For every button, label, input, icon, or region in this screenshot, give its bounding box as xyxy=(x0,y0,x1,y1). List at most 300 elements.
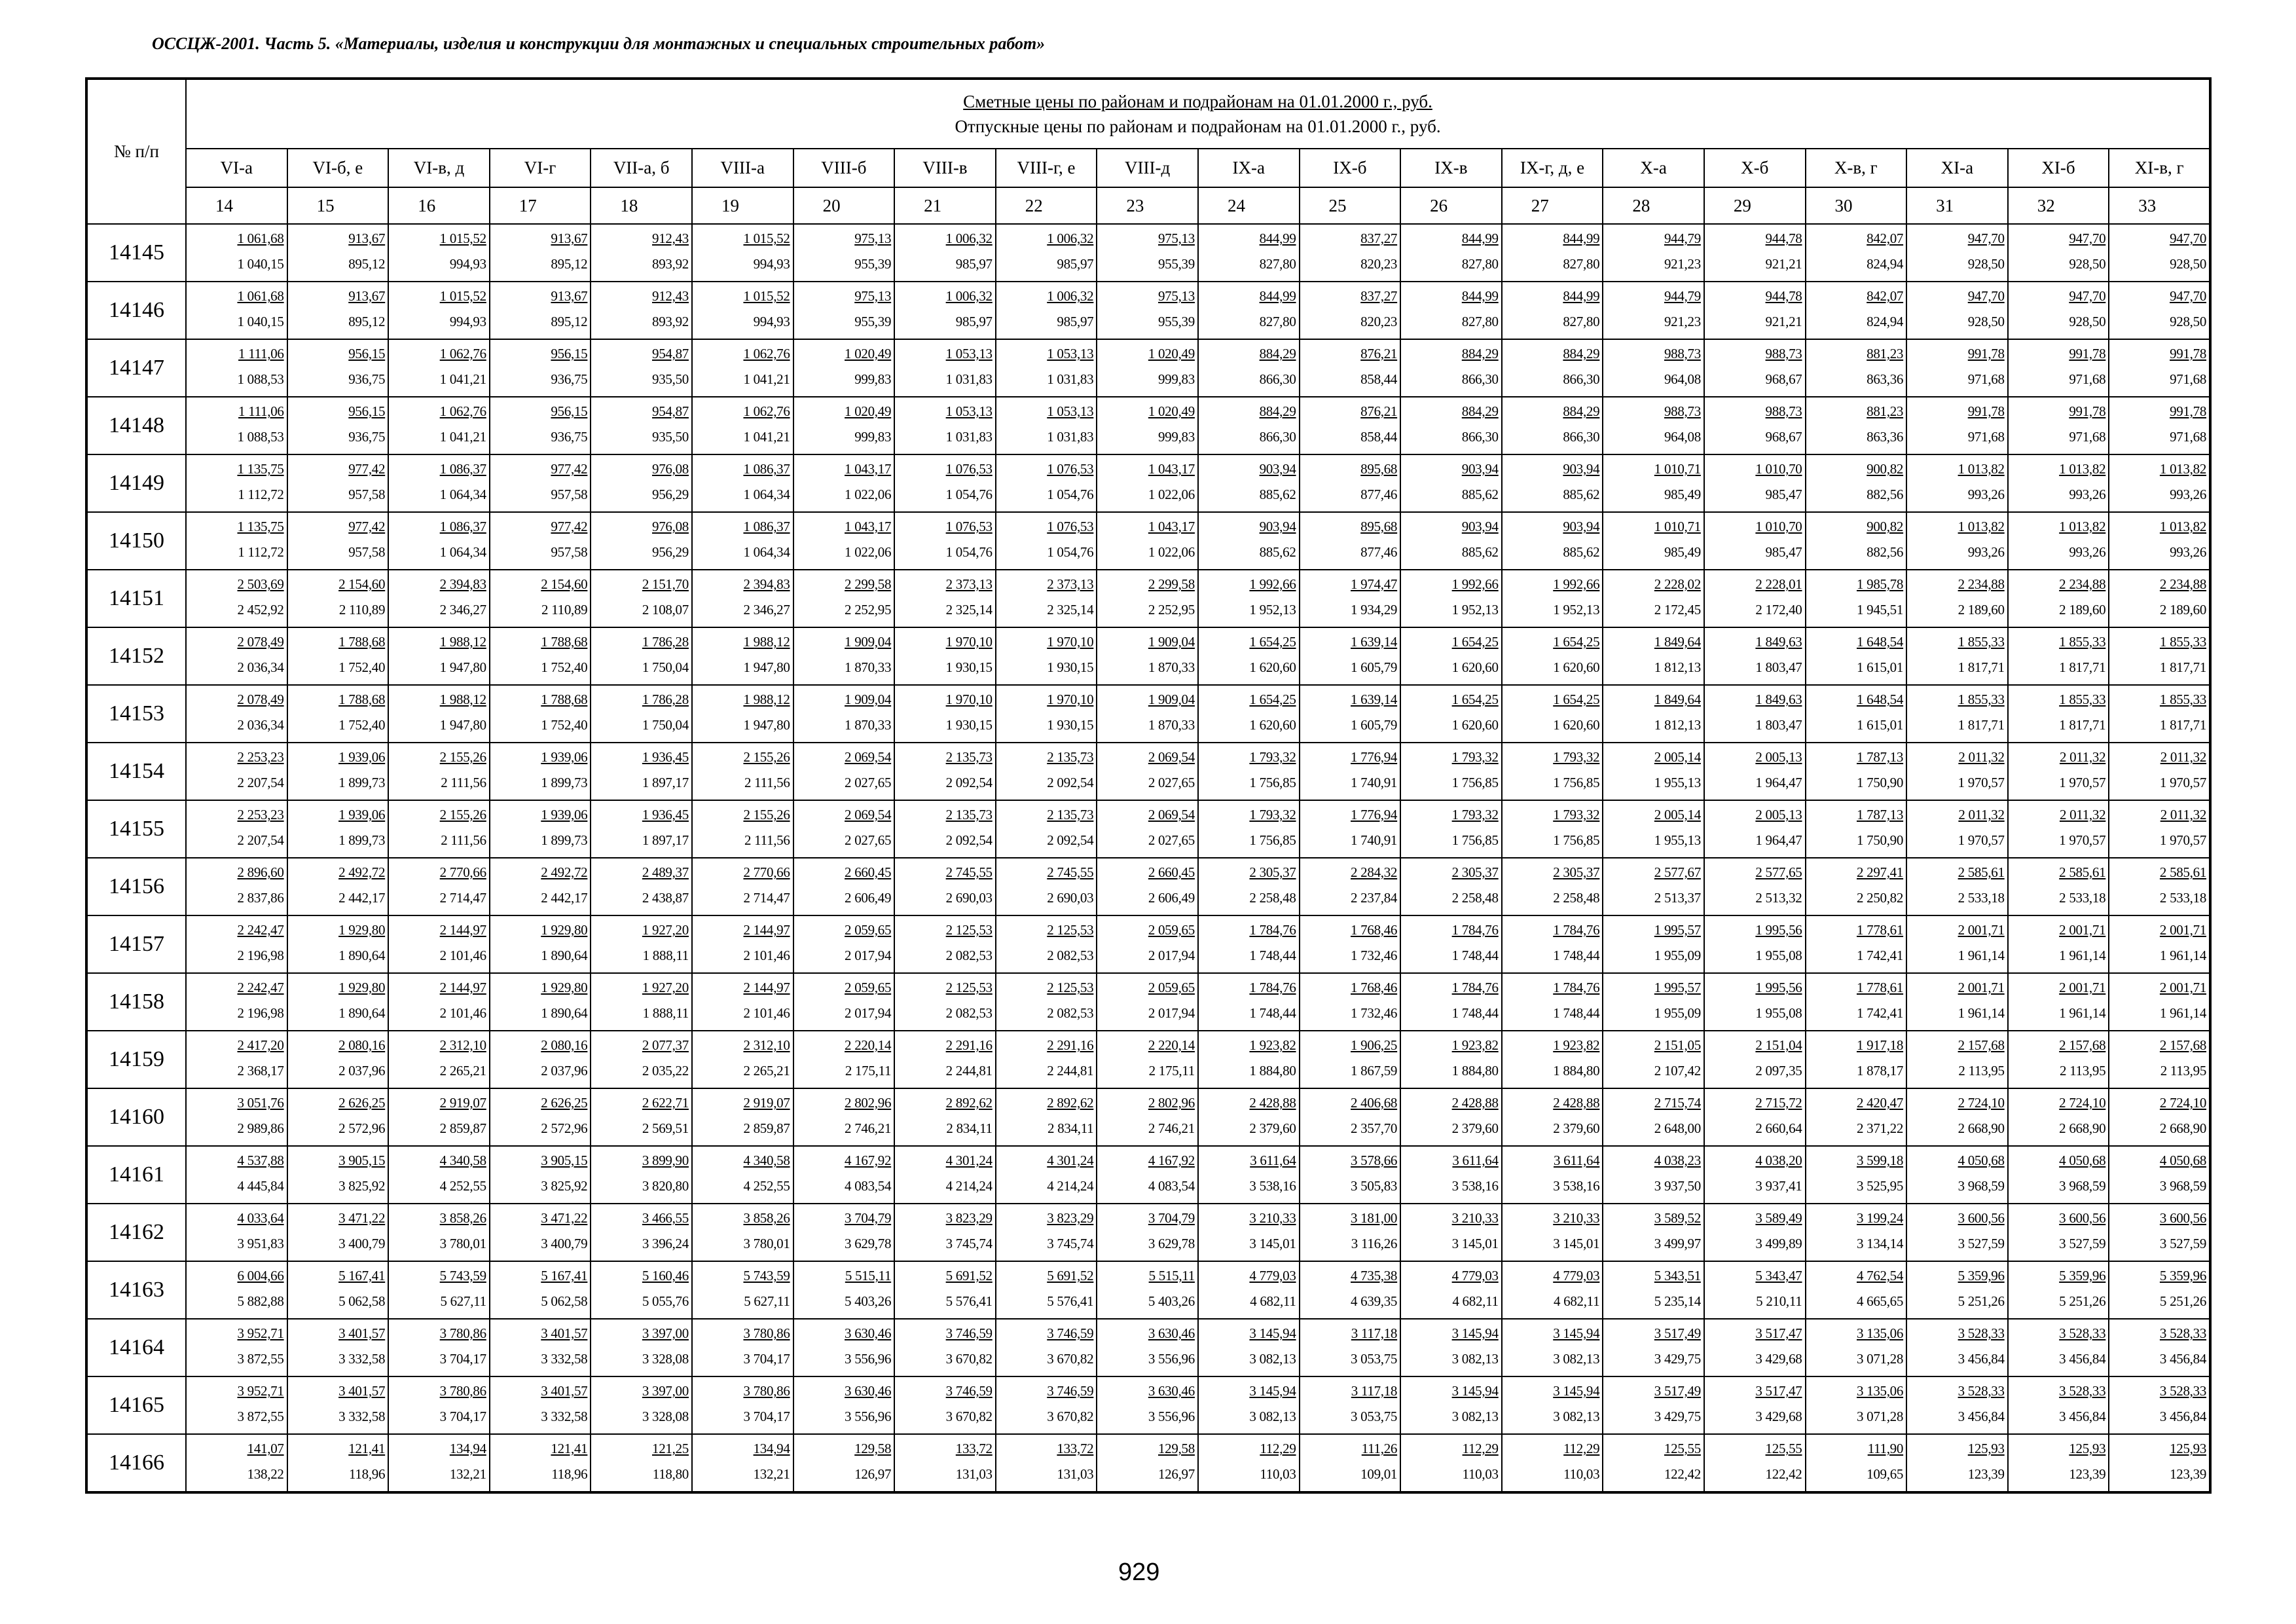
table-row xyxy=(86,454,2210,512)
release-price: 827,80 xyxy=(1461,314,1499,329)
release-price: 2 175,11 xyxy=(1148,1063,1195,1079)
estimate-price: 1 855,33 xyxy=(2059,634,2106,650)
estimate-price: 947,70 xyxy=(2069,231,2106,246)
price-cell xyxy=(287,397,389,454)
estimate-price: 913,67 xyxy=(348,288,386,304)
estimate-price: 3 401,57 xyxy=(541,1325,588,1341)
estimate-price: 4 779,03 xyxy=(1249,1268,1296,1283)
release-price: 118,80 xyxy=(652,1466,689,1482)
estimate-price: 2 125,53 xyxy=(945,922,993,938)
price-cell xyxy=(186,1204,287,1261)
price-cell xyxy=(490,570,591,627)
release-price: 5 062,58 xyxy=(541,1293,588,1309)
release-price: 1 064,34 xyxy=(743,487,790,502)
price-cell xyxy=(793,1376,895,1434)
price-cell xyxy=(1806,1376,1907,1434)
release-price: 2 196,98 xyxy=(237,948,284,963)
column-number: 26 xyxy=(1400,187,1502,224)
price-cell xyxy=(1400,1376,1502,1434)
estimate-price: 2 078,49 xyxy=(237,634,284,650)
price-cell xyxy=(894,570,996,627)
price-cell xyxy=(793,570,895,627)
release-price: 1 964,47 xyxy=(1755,832,1802,848)
release-price: 2 513,37 xyxy=(1654,890,1701,906)
estimate-price: 1 654,25 xyxy=(1553,692,1600,707)
estimate-price: 1 010,71 xyxy=(1654,519,1701,534)
price-cell xyxy=(2109,397,2210,454)
price-cell xyxy=(996,1204,1097,1261)
release-price: 5 403,26 xyxy=(845,1293,892,1309)
estimate-price: 884,29 xyxy=(1563,403,1600,419)
price-cell xyxy=(1300,224,1401,282)
estimate-price: 2 373,13 xyxy=(945,576,993,592)
price-cell xyxy=(287,1376,389,1434)
price-cell xyxy=(793,858,895,915)
estimate-price: 2 305,37 xyxy=(1249,864,1296,880)
release-price: 999,83 xyxy=(854,371,892,387)
estimate-price: 134,94 xyxy=(753,1441,790,1456)
estimate-price: 1 768,46 xyxy=(1351,922,1398,938)
release-price: 2 368,17 xyxy=(237,1063,284,1079)
price-cell xyxy=(894,743,996,800)
release-price: 3 396,24 xyxy=(642,1236,689,1251)
release-price: 1 041,21 xyxy=(743,429,790,445)
table-row xyxy=(86,512,2210,570)
estimate-price: 2 125,53 xyxy=(1047,980,1094,995)
release-price: 2 834,11 xyxy=(1048,1120,1094,1136)
release-price: 1 112,72 xyxy=(238,487,284,502)
price-cell xyxy=(1400,339,1502,397)
release-price: 2 533,18 xyxy=(2159,890,2207,906)
release-price: 866,30 xyxy=(1461,371,1499,387)
column-number: 28 xyxy=(1603,187,1704,224)
price-cell xyxy=(186,397,287,454)
release-price: 3 527,59 xyxy=(1958,1236,2005,1251)
price-cell xyxy=(692,1146,793,1204)
price-cell xyxy=(1097,454,1198,512)
release-price: 1 748,44 xyxy=(1553,1005,1600,1021)
estimate-price: 2 005,14 xyxy=(1654,749,1701,765)
estimate-price: 111,90 xyxy=(1867,1441,1904,1456)
release-price: 2 175,11 xyxy=(845,1063,892,1079)
estimate-price: 1 855,33 xyxy=(2159,634,2207,650)
estimate-price: 1 784,76 xyxy=(1249,922,1296,938)
estimate-price: 2 394,83 xyxy=(439,576,486,592)
estimate-price: 3 471,22 xyxy=(338,1210,386,1226)
release-price: 132,21 xyxy=(449,1466,486,1482)
estimate-price: 975,13 xyxy=(854,231,892,246)
release-price: 1 812,13 xyxy=(1654,717,1701,733)
release-price: 3 780,01 xyxy=(743,1236,790,1251)
price-cell xyxy=(287,1146,389,1204)
region-header: VIII-в xyxy=(894,149,996,187)
estimate-price: 1 988,12 xyxy=(743,692,790,707)
price-cell xyxy=(2008,224,2109,282)
release-price: 3 332,58 xyxy=(338,1351,386,1367)
estimate-price: 3 905,15 xyxy=(338,1153,386,1168)
estimate-price: 133,72 xyxy=(955,1441,993,1456)
release-price: 827,80 xyxy=(1259,314,1296,329)
release-price: 3 456,84 xyxy=(1958,1409,2005,1424)
price-cell xyxy=(186,915,287,973)
release-price: 3 456,84 xyxy=(2159,1409,2207,1424)
price-cell xyxy=(1704,454,1806,512)
release-price: 1 970,57 xyxy=(2159,832,2207,848)
price-cell xyxy=(894,224,996,282)
estimate-price: 3 704,79 xyxy=(845,1210,892,1226)
release-price: 2 189,60 xyxy=(2159,602,2207,618)
estimate-price: 1 939,06 xyxy=(338,807,386,822)
estimate-price: 956,15 xyxy=(348,403,386,419)
estimate-price: 2 151,04 xyxy=(1755,1037,1802,1053)
price-cell xyxy=(692,224,793,282)
release-price: 131,03 xyxy=(955,1466,993,1482)
price-cell xyxy=(1806,743,1907,800)
estimate-price: 900,82 xyxy=(1867,461,1904,477)
release-price: 3 328,08 xyxy=(642,1351,689,1367)
estimate-price: 3 466,55 xyxy=(642,1210,689,1226)
table-row xyxy=(86,915,2210,973)
estimate-price: 1 992,66 xyxy=(1451,576,1499,592)
price-cell xyxy=(692,454,793,512)
estimate-price: 4 038,23 xyxy=(1654,1153,1701,1168)
release-price: 1 899,73 xyxy=(338,775,386,790)
release-price: 3 825,92 xyxy=(541,1178,588,1194)
price-cell xyxy=(1097,743,1198,800)
estimate-price: 1 992,66 xyxy=(1249,576,1296,592)
price-cell xyxy=(793,454,895,512)
price-cell xyxy=(1400,1261,1502,1319)
release-price: 971,68 xyxy=(2069,371,2106,387)
column-number: 21 xyxy=(894,187,996,224)
release-price: 1 897,17 xyxy=(642,832,689,848)
estimate-price: 133,72 xyxy=(1057,1441,1094,1456)
price-cell xyxy=(1603,627,1704,685)
estimate-price: 1 778,61 xyxy=(1856,980,1904,995)
release-price: 122,42 xyxy=(1664,1466,1701,1482)
estimate-price: 1 776,94 xyxy=(1351,807,1398,822)
price-cell xyxy=(287,685,389,743)
release-price: 1 031,83 xyxy=(945,371,993,387)
price-cell xyxy=(1603,858,1704,915)
estimate-price: 844,99 xyxy=(1563,288,1600,304)
estimate-price: 1 923,82 xyxy=(1249,1037,1296,1053)
price-cell xyxy=(1806,1434,1907,1492)
estimate-price: 1 013,82 xyxy=(1958,519,2005,534)
estimate-price: 2 157,68 xyxy=(2059,1037,2106,1053)
price-cell xyxy=(793,512,895,570)
estimate-price: 1 970,10 xyxy=(945,634,993,650)
release-price: 4 214,24 xyxy=(1047,1178,1094,1194)
estimate-price: 1 086,37 xyxy=(439,519,486,534)
release-price: 971,68 xyxy=(1967,371,2005,387)
price-cell xyxy=(1502,397,1603,454)
estimate-price: 3 746,59 xyxy=(945,1383,993,1399)
price-cell xyxy=(1097,800,1198,858)
release-price: 5 251,26 xyxy=(1958,1293,2005,1309)
estimate-price: 5 343,47 xyxy=(1755,1268,1802,1283)
release-price: 3 556,96 xyxy=(845,1409,892,1424)
price-cell xyxy=(1906,1031,2008,1088)
release-price: 2 714,47 xyxy=(439,890,486,906)
release-price: 118,96 xyxy=(349,1466,386,1482)
column-number: 30 xyxy=(1806,187,1907,224)
release-price: 1 817,71 xyxy=(1958,659,2005,675)
release-price: 1 031,83 xyxy=(1047,371,1094,387)
price-cell xyxy=(591,800,692,858)
estimate-price: 1 788,68 xyxy=(338,634,386,650)
price-cell xyxy=(490,512,591,570)
price-cell xyxy=(591,1204,692,1261)
column-number: 29 xyxy=(1704,187,1806,224)
table-row xyxy=(86,282,2210,339)
release-price: 4 445,84 xyxy=(237,1178,284,1194)
price-cell xyxy=(1704,1146,1806,1204)
release-price: 1 867,59 xyxy=(1351,1063,1398,1079)
row-id: 14146 xyxy=(86,282,186,339)
estimate-price: 912,43 xyxy=(652,231,689,246)
estimate-price: 1 020,49 xyxy=(845,403,892,419)
release-price: 2 325,14 xyxy=(1047,602,1094,618)
price-cell xyxy=(186,973,287,1031)
estimate-price: 3 401,57 xyxy=(338,1325,386,1341)
price-cell xyxy=(1806,1319,1907,1376)
estimate-price: 1 786,28 xyxy=(642,692,689,707)
release-price: 882,56 xyxy=(1867,544,1904,560)
price-cell xyxy=(591,282,692,339)
release-price: 5 210,11 xyxy=(1756,1293,1802,1309)
estimate-price: 1 006,32 xyxy=(1047,231,1094,246)
price-cell xyxy=(490,743,591,800)
row-id: 14165 xyxy=(86,1376,186,1434)
estimate-price: 947,70 xyxy=(2170,288,2207,304)
release-price: 1 041,21 xyxy=(439,371,486,387)
price-cell xyxy=(793,915,895,973)
region-header: XI-в, г xyxy=(2109,149,2210,187)
price-cell xyxy=(2008,1434,2109,1492)
estimate-price: 988,73 xyxy=(1765,346,1802,361)
estimate-price: 1 062,76 xyxy=(743,346,790,361)
estimate-price: 844,99 xyxy=(1259,231,1296,246)
release-price: 827,80 xyxy=(1563,314,1600,329)
estimate-price: 837,27 xyxy=(1360,288,1398,304)
price-cell xyxy=(1198,570,1300,627)
running-header: ОССЦЖ-2001. Часть 5. «Материалы, изделия и конструкции для монтажных и специальных строительных работ» xyxy=(152,34,1046,53)
estimate-price: 1 076,53 xyxy=(945,519,993,534)
price-cell xyxy=(1198,685,1300,743)
estimate-price: 2 492,72 xyxy=(541,864,588,880)
release-price: 1 970,57 xyxy=(2159,775,2207,790)
release-price: 4 682,11 xyxy=(1553,1293,1600,1309)
release-price: 1 064,34 xyxy=(743,544,790,560)
estimate-price: 2 011,32 xyxy=(1958,749,2005,765)
estimate-price: 1 784,76 xyxy=(1451,922,1499,938)
price-cell xyxy=(388,1088,490,1146)
price-cell xyxy=(490,397,591,454)
release-price: 5 576,41 xyxy=(1047,1293,1094,1309)
estimate-price: 1 970,10 xyxy=(945,692,993,707)
price-cell xyxy=(2109,915,2210,973)
release-price: 2 660,64 xyxy=(1755,1120,1802,1136)
estimate-price: 1 015,52 xyxy=(743,231,790,246)
release-price: 2 101,46 xyxy=(743,1005,790,1021)
row-id: 14153 xyxy=(86,685,186,743)
estimate-price: 111,26 xyxy=(1361,1441,1398,1456)
region-header: IX-б xyxy=(1300,149,1401,187)
price-cell xyxy=(591,224,692,282)
release-price: 3 082,13 xyxy=(1249,1409,1296,1424)
price-cell xyxy=(894,339,996,397)
price-cell xyxy=(1502,858,1603,915)
estimate-price: 895,68 xyxy=(1360,461,1398,477)
release-price: 2 027,65 xyxy=(845,775,892,790)
release-price: 3 745,74 xyxy=(1047,1236,1094,1251)
release-price: 2 379,60 xyxy=(1553,1120,1600,1136)
price-cell xyxy=(591,1376,692,1434)
release-price: 1 947,80 xyxy=(439,717,486,733)
estimate-price: 1 053,13 xyxy=(1047,346,1094,361)
release-price: 993,26 xyxy=(1967,544,2005,560)
region-header: VI-а xyxy=(186,149,287,187)
estimate-price: 3 780,86 xyxy=(743,1383,790,1399)
price-cell xyxy=(1502,800,1603,858)
release-price: 123,39 xyxy=(1967,1466,2005,1482)
estimate-price: 2 417,20 xyxy=(237,1037,284,1053)
price-cell xyxy=(1806,1204,1907,1261)
estimate-price: 2 080,16 xyxy=(338,1037,386,1053)
estimate-price: 3 746,59 xyxy=(1047,1383,1094,1399)
estimate-price: 3 630,46 xyxy=(1148,1383,1195,1399)
table-body xyxy=(86,224,2210,1492)
estimate-price: 991,78 xyxy=(2069,346,2106,361)
release-price: 3 429,68 xyxy=(1755,1409,1802,1424)
estimate-price: 1 936,45 xyxy=(642,749,689,765)
estimate-price: 4 050,68 xyxy=(2159,1153,2207,1168)
price-cell xyxy=(1502,1031,1603,1088)
price-cell xyxy=(388,858,490,915)
release-price: 4 682,11 xyxy=(1250,1293,1296,1309)
release-price: 1 748,44 xyxy=(1249,1005,1296,1021)
price-cell xyxy=(793,1261,895,1319)
row-id: 14151 xyxy=(86,570,186,627)
estimate-price: 2 715,74 xyxy=(1654,1095,1701,1111)
release-price: 895,12 xyxy=(551,314,588,329)
estimate-price: 2 135,73 xyxy=(1047,807,1094,822)
price-cell xyxy=(1300,1204,1401,1261)
release-price: 2 207,54 xyxy=(237,775,284,790)
price-cell xyxy=(287,454,389,512)
estimate-price: 3 952,71 xyxy=(237,1383,284,1399)
price-cell xyxy=(1806,512,1907,570)
price-cell xyxy=(1502,915,1603,973)
release-price: 928,50 xyxy=(1967,256,2005,272)
price-cell xyxy=(1502,1204,1603,1261)
release-price: 1 955,09 xyxy=(1654,948,1701,963)
price-cell xyxy=(1198,915,1300,973)
estimate-price: 844,99 xyxy=(1259,288,1296,304)
estimate-price: 2 253,23 xyxy=(237,807,284,822)
price-cell xyxy=(591,339,692,397)
price-cell xyxy=(1502,743,1603,800)
release-price: 1 615,01 xyxy=(1856,659,1904,675)
release-price: 1 888,11 xyxy=(642,1005,689,1021)
estimate-price: 3 630,46 xyxy=(845,1383,892,1399)
price-cell xyxy=(591,743,692,800)
estimate-price: 2 005,13 xyxy=(1755,749,1802,765)
price-cell xyxy=(1400,627,1502,685)
price-cell xyxy=(2008,1088,2109,1146)
release-price: 1 961,14 xyxy=(2059,948,2106,963)
price-cell xyxy=(1198,973,1300,1031)
price-cell xyxy=(186,570,287,627)
price-cell xyxy=(1198,339,1300,397)
price-cell xyxy=(692,1088,793,1146)
price-cell xyxy=(1300,397,1401,454)
estimate-price: 2 011,32 xyxy=(2059,749,2106,765)
price-cell xyxy=(1906,1434,2008,1492)
release-price: 3 527,59 xyxy=(2159,1236,2207,1251)
release-price: 122,42 xyxy=(1765,1466,1802,1482)
estimate-price: 3 589,52 xyxy=(1654,1210,1701,1226)
estimate-price: 2 745,55 xyxy=(1047,864,1094,880)
release-price: 2 092,54 xyxy=(1047,832,1094,848)
price-cell xyxy=(894,1434,996,1492)
release-price: 1 620,60 xyxy=(1553,717,1600,733)
price-cell xyxy=(2008,1261,2109,1319)
estimate-price: 1 086,37 xyxy=(743,519,790,534)
estimate-price: 141,07 xyxy=(247,1441,284,1456)
estimate-price: 1 995,56 xyxy=(1755,980,1802,995)
release-price: 827,80 xyxy=(1461,256,1499,272)
price-cell xyxy=(2109,627,2210,685)
release-price: 877,46 xyxy=(1360,487,1398,502)
release-price: 123,39 xyxy=(2069,1466,2106,1482)
price-cell xyxy=(1704,1319,1806,1376)
price-cell xyxy=(1806,1088,1907,1146)
release-price: 1 022,06 xyxy=(1148,487,1195,502)
release-price: 3 332,58 xyxy=(338,1409,386,1424)
release-price: 1 054,76 xyxy=(1047,544,1094,560)
release-price: 126,97 xyxy=(854,1466,892,1482)
release-price: 3 332,58 xyxy=(541,1351,588,1367)
price-cell xyxy=(996,512,1097,570)
estimate-price: 954,87 xyxy=(652,403,689,419)
price-cell xyxy=(996,282,1097,339)
price-cell xyxy=(1400,1434,1502,1492)
estimate-price: 1 061,68 xyxy=(237,231,284,246)
release-price: 2 172,45 xyxy=(1654,602,1701,618)
estimate-price: 2 802,96 xyxy=(845,1095,892,1111)
price-cell xyxy=(894,1031,996,1088)
release-price: 1 031,83 xyxy=(945,429,993,445)
release-price: 858,44 xyxy=(1360,429,1398,445)
price-cell xyxy=(1400,1204,1502,1261)
release-price: 1 952,13 xyxy=(1249,602,1296,618)
region-header: XI-а xyxy=(1906,149,2008,187)
release-price: 2 113,95 xyxy=(1958,1063,2005,1079)
region-header: VII-а, б xyxy=(591,149,692,187)
release-price: 4 682,11 xyxy=(1452,1293,1499,1309)
estimate-title: Сметные цены по районам и подрайонам на 01.01.2000 г., руб. xyxy=(963,92,1432,111)
price-cell xyxy=(1603,454,1704,512)
region-header: VIII-д xyxy=(1097,149,1198,187)
table-row xyxy=(86,800,2210,858)
price-cell xyxy=(2008,1031,2109,1088)
price-cell xyxy=(287,1434,389,1492)
release-price: 895,12 xyxy=(551,256,588,272)
estimate-price: 6 004,66 xyxy=(237,1268,284,1283)
price-cell xyxy=(388,1204,490,1261)
